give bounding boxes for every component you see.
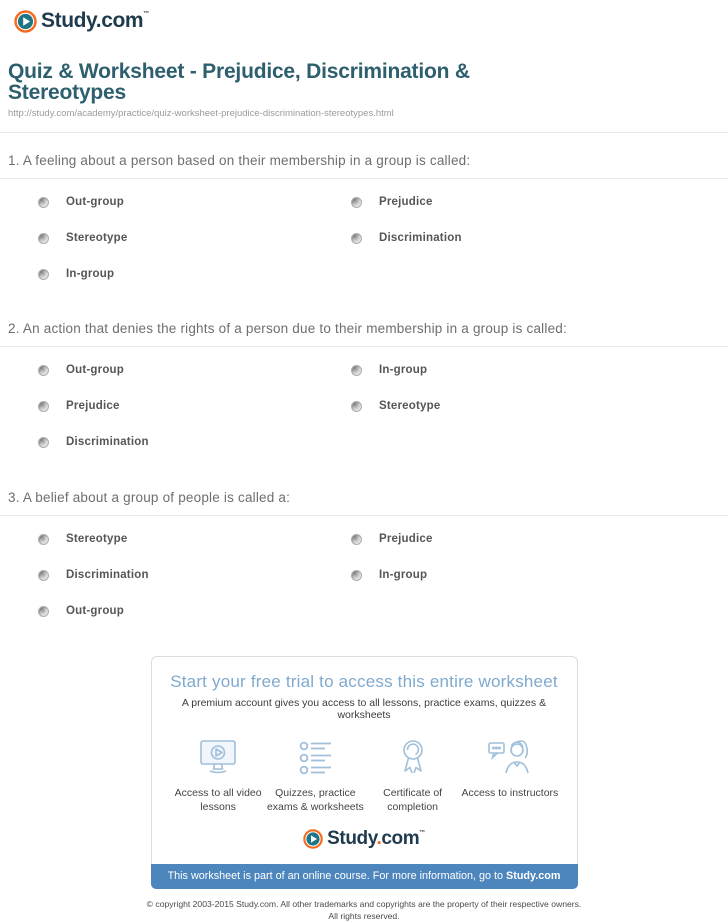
instructor-chat-icon	[461, 738, 558, 778]
answer-option[interactable]	[38, 352, 351, 388]
question-1	[0, 153, 728, 292]
answer-option[interactable]	[38, 521, 351, 557]
radio-button[interactable]	[351, 534, 362, 545]
option-label: Stereotype	[66, 232, 127, 244]
certificate-ribbon-icon	[364, 738, 461, 778]
study-logo-footer	[303, 828, 425, 850]
radio-button[interactable]	[351, 197, 362, 208]
option-label: Discrimination	[66, 569, 149, 581]
answer-option[interactable]	[351, 388, 440, 424]
study-logo	[14, 9, 149, 33]
play-circle-icon	[14, 10, 37, 33]
logo-wordmark: Study.com™	[327, 828, 425, 850]
radio-button[interactable]	[38, 233, 49, 244]
answer-option[interactable]	[38, 424, 351, 460]
answer-option[interactable]	[38, 184, 351, 220]
copyright-line-1: © copyright 2003-2015 Study.com. All other trademarks and copyrights are the property of their respective owners.	[0, 898, 728, 911]
option-label: Prejudice	[379, 533, 433, 545]
answer-option[interactable]	[38, 256, 351, 292]
promo-logo-row	[162, 828, 567, 854]
radio-button[interactable]	[38, 365, 49, 376]
question-1-text: 1. A feeling about a person based on their membership in a group is called:	[0, 153, 728, 179]
question-2-text: 2. An action that denies the rights of a person due to their membership in a group is called:	[0, 321, 728, 347]
play-circle-icon	[303, 829, 323, 849]
option-label: In-group	[66, 268, 114, 280]
promo-heading: Start your free trial to access this entire worksheet	[162, 672, 567, 692]
radio-button[interactable]	[351, 401, 362, 412]
answer-option[interactable]	[351, 521, 433, 557]
option-label: Discrimination	[379, 232, 462, 244]
feature-certificate	[364, 738, 461, 814]
copyright-footer	[0, 898, 728, 923]
radio-button[interactable]	[38, 197, 49, 208]
course-info-banner	[151, 864, 578, 889]
header-divider	[0, 132, 728, 133]
question-2	[0, 321, 728, 460]
answer-option[interactable]	[38, 220, 351, 256]
radio-button[interactable]	[351, 233, 362, 244]
logo-wordmark: Study.com™	[41, 9, 149, 33]
header-logo-row	[0, 0, 728, 38]
page-url: http://study.com/academy/practice/quiz-worksheet-prejudice-discrimination-stereotypes.html	[8, 108, 728, 119]
answer-option[interactable]	[38, 557, 351, 593]
question-3-text: 3. A belief about a group of people is called a:	[0, 490, 728, 516]
question-3	[0, 490, 728, 629]
free-trial-promo-card	[151, 656, 578, 888]
option-label: Prejudice	[379, 196, 433, 208]
answer-option[interactable]	[351, 557, 433, 593]
radio-button[interactable]	[38, 401, 49, 412]
radio-button[interactable]	[38, 269, 49, 280]
feature-label: Quizzes, practice exams & worksheets	[267, 786, 364, 814]
option-label: In-group	[379, 364, 427, 376]
option-label: Discrimination	[66, 436, 149, 448]
banner-study-link[interactable]: Study.com	[506, 870, 560, 882]
quiz-list-icon	[267, 738, 364, 778]
feature-label: Access to instructors	[461, 786, 558, 800]
radio-button[interactable]	[38, 606, 49, 617]
feature-video-lessons	[170, 738, 267, 814]
page-title: Quiz & Worksheet - Prejudice, Discrimination & Stereotypes	[8, 61, 518, 105]
feature-label: Access to all video lessons	[170, 786, 267, 814]
radio-button[interactable]	[38, 570, 49, 581]
feature-instructors	[461, 738, 558, 814]
radio-button[interactable]	[351, 570, 362, 581]
video-monitor-icon	[170, 738, 267, 778]
answer-option[interactable]	[38, 388, 351, 424]
option-label: Stereotype	[66, 533, 127, 545]
promo-subheading: A premium account gives you access to all lessons, practice exams, quizzes & worksheets	[162, 697, 567, 721]
answer-option[interactable]	[351, 352, 440, 388]
banner-text: This worksheet is part of an online course. For more information, go to	[168, 870, 503, 882]
answer-option[interactable]	[351, 220, 462, 256]
feature-label: Certificate of completion	[364, 786, 461, 814]
copyright-line-2: All rights reserved.	[0, 910, 728, 923]
option-label: Out-group	[66, 364, 124, 376]
radio-button[interactable]	[38, 437, 49, 448]
features-row	[170, 738, 559, 814]
option-label: Prejudice	[66, 400, 120, 412]
radio-button[interactable]	[38, 534, 49, 545]
answer-option[interactable]	[38, 593, 351, 629]
option-label: Out-group	[66, 196, 124, 208]
radio-button[interactable]	[351, 365, 362, 376]
answer-option[interactable]	[351, 184, 462, 220]
option-label: Out-group	[66, 605, 124, 617]
option-label: In-group	[379, 569, 427, 581]
option-label: Stereotype	[379, 400, 440, 412]
feature-quizzes	[267, 738, 364, 814]
